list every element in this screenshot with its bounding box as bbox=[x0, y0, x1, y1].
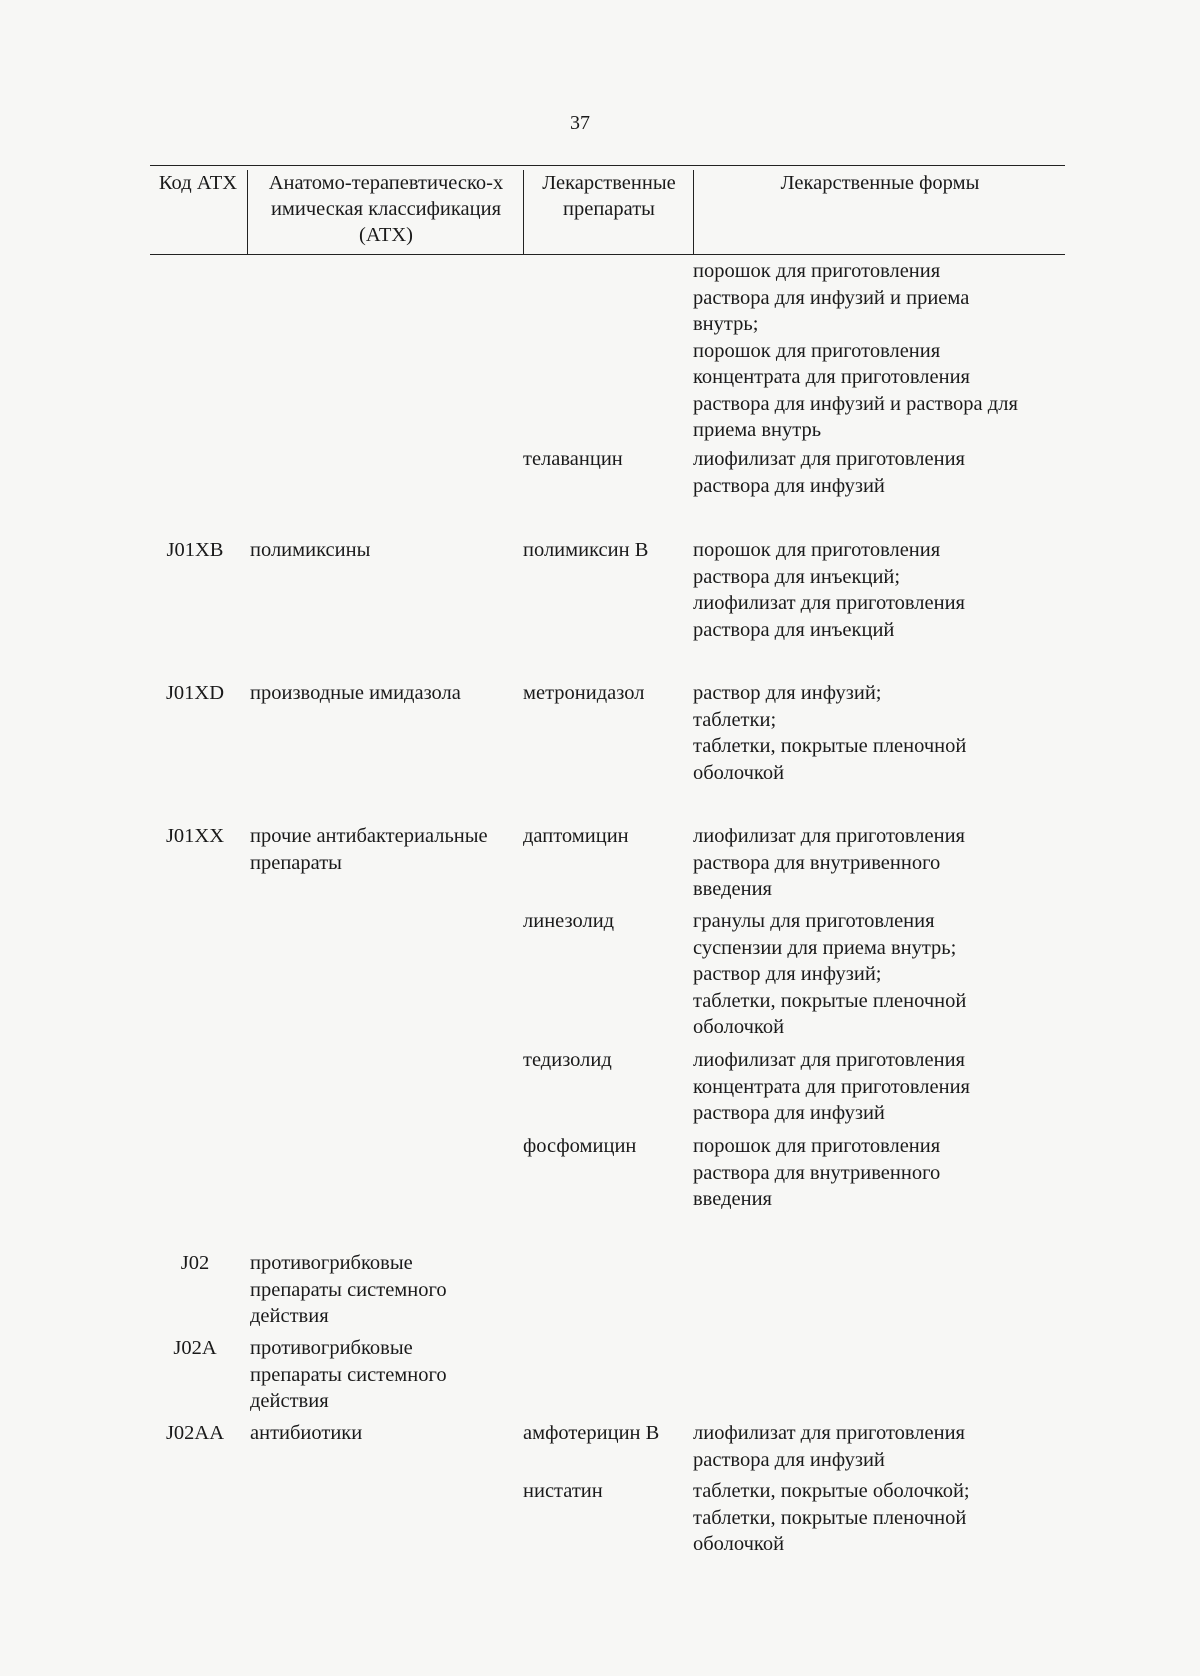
dosage-forms: лиофилизат для приготовления раствора для инфузий bbox=[693, 448, 965, 497]
atc-classification: антибиотики bbox=[250, 1422, 363, 1444]
dosage-forms: порошок для приготовления раствора для инфузий и приема внутрь; порошок для приготовления концентрата для приготовления раствора для инфузий и раствора для приема внутрь bbox=[693, 260, 1018, 441]
header-classification-label: Анатомо-терапевтическо-х имическая классификация (АТХ) bbox=[268, 172, 504, 246]
atc-classification: прочие антибактериальные препараты bbox=[250, 825, 488, 874]
drug-name: линезолид bbox=[523, 910, 615, 932]
dosage-forms: раствор для инфузий; таблетки; таблетки, покрытые пленочной оболочкой bbox=[693, 682, 967, 784]
drug-name: телаванцин bbox=[523, 448, 623, 470]
dosage-forms: лиофилизат для приготовления раствора для инфузий bbox=[693, 1422, 965, 1471]
dosage-forms: порошок для приготовления раствора для инъекций; лиофилизат для приготовления раствора для инъекций bbox=[693, 539, 965, 641]
atc-code: J02 bbox=[180, 1252, 210, 1274]
dosage-forms: лиофилизат для приготовления концентрата для приготовления раствора для инфузий bbox=[693, 1049, 970, 1124]
dosage-forms: порошок для приготовления раствора для внутривенного введения bbox=[693, 1135, 941, 1210]
table-header bbox=[150, 165, 1065, 255]
atc-code: J01XX bbox=[165, 825, 225, 847]
header-classification bbox=[247, 170, 524, 254]
dosage-forms: гранулы для приготовления суспензии для приема внутрь; раствор для инфузий; таблетки, покрытые пленочной оболочкой bbox=[693, 910, 967, 1038]
atc-classification: полимиксины bbox=[250, 539, 371, 561]
atc-code: J02A bbox=[173, 1337, 217, 1359]
atc-classification: производные имидазола bbox=[250, 682, 461, 704]
drug-name: нистатин bbox=[523, 1480, 603, 1502]
header-code-label: Код АТХ bbox=[158, 172, 238, 194]
dosage-forms: таблетки, покрытые оболочкой; таблетки, покрытые пленочной оболочкой bbox=[693, 1480, 970, 1555]
page-number: 37 bbox=[570, 112, 590, 134]
atc-code: J02AA bbox=[165, 1422, 225, 1444]
atc-code: J01XD bbox=[165, 682, 225, 704]
drug-name: амфотерицин В bbox=[523, 1422, 660, 1444]
header-drugs-label: Лекарственные препараты bbox=[542, 172, 676, 220]
drug-name: даптомицин bbox=[523, 825, 629, 847]
atc-classification: противогрибковые препараты системного действия bbox=[250, 1337, 447, 1412]
atc-code: J01XB bbox=[166, 539, 224, 561]
header-drugs bbox=[523, 170, 694, 254]
atc-classification: противогрибковые препараты системного действия bbox=[250, 1252, 447, 1327]
header-code bbox=[150, 170, 246, 254]
header-forms-label: Лекарственные формы bbox=[780, 172, 980, 194]
drug-name: метронидазол bbox=[523, 682, 645, 704]
drug-name: полимиксин В bbox=[523, 539, 649, 561]
dosage-forms: лиофилизат для приготовления раствора для внутривенного введения bbox=[693, 825, 965, 900]
header-forms bbox=[693, 170, 1066, 254]
drug-name: фосфомицин bbox=[523, 1135, 637, 1157]
drug-name: тедизолид bbox=[523, 1049, 612, 1071]
